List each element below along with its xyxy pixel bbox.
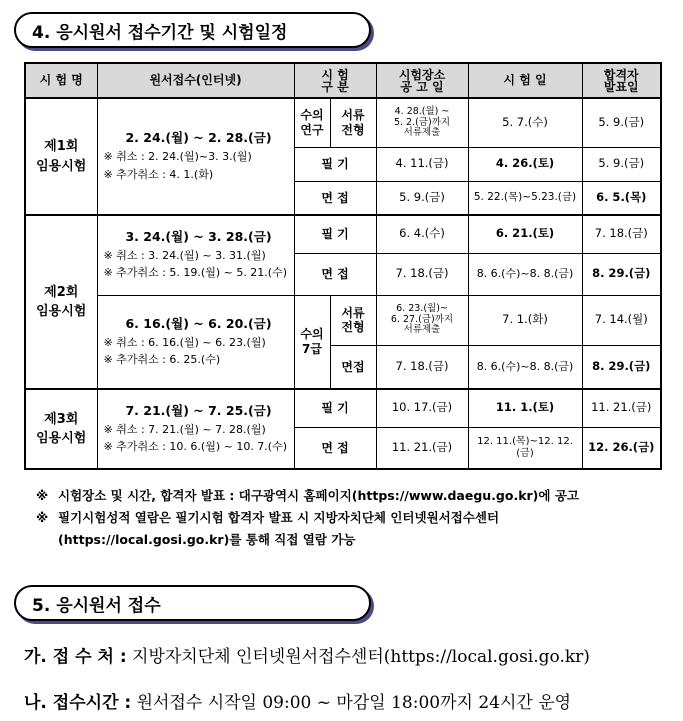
reception-place-key: 가. 접 수 처 : xyxy=(24,647,127,667)
note-1 xyxy=(36,485,666,507)
date-cell: 8. 6.(수)~8. 8.(금) xyxy=(468,253,582,295)
date-cell: 4. 26.(토) xyxy=(468,147,582,181)
apply-period-3: 7. 21.(월) ~ 7. 25.(금) ※ 취소 : 7. 21.(월) ~ 7. 28.(월) ※ 추가취소 : 10. 6.(월) ~ 10. 7.(수) xyxy=(97,389,294,469)
type-label: 면 접 xyxy=(294,427,376,469)
venue-cell: 11. 21.(금) xyxy=(376,427,468,469)
header-result: 합격자 발표일 xyxy=(582,63,661,98)
result-cell: 6. 5.(목) xyxy=(582,181,661,215)
type-label: 서류 전형 xyxy=(330,98,376,147)
date-cell: 8. 6.(수)~8. 8.(금) xyxy=(468,345,582,389)
header-type: 시 험 구 분 xyxy=(294,63,376,98)
venue-cell: 4. 11.(금) xyxy=(376,147,468,181)
result-cell: 5. 9.(금) xyxy=(582,98,661,147)
note-text: 시험장소 및 시간, 합격자 발표 : 대구광역시 홈페이지(https://www.daegu.go.kr)에 공고 xyxy=(58,488,579,503)
result-cell: 8. 29.(금) xyxy=(582,345,661,389)
table-header-row xyxy=(25,63,661,98)
date-cell: 7. 1.(화) xyxy=(468,295,582,345)
exam-name-2: 제2회 임용시험 xyxy=(25,215,97,389)
venue-cell: 5. 9.(금) xyxy=(376,181,468,215)
notes xyxy=(36,485,666,551)
note-mark: ※ xyxy=(36,488,49,503)
venue-cell: 6. 4.(수) xyxy=(376,215,468,253)
apply-period-1: 2. 24.(월) ~ 2. 28.(금) ※ 취소 : 2. 24.(월)~3. 3.(월) ※ 추가취소 : 4. 1.(화) xyxy=(97,98,294,215)
header-date: 시 험 일 xyxy=(468,63,582,98)
date-cell: 6. 21.(토) xyxy=(468,215,582,253)
section-5-heading xyxy=(14,585,371,621)
section-5-title: 5. 응시원서 접수 xyxy=(32,595,161,616)
venue-cell: 6. 23.(월)~ 6. 27.(금)까지 서류제출 xyxy=(376,295,468,345)
date-cell: 5. 7.(수) xyxy=(468,98,582,147)
result-cell: 7. 18.(금) xyxy=(582,215,661,253)
table-row xyxy=(25,295,661,345)
type-label: 면 접 xyxy=(294,253,376,295)
section-4-heading xyxy=(14,12,371,48)
exam-name-3: 제3회 임용시험 xyxy=(25,389,97,469)
group-label: 수의 연구 xyxy=(294,98,330,147)
table-row xyxy=(25,98,661,147)
apply-period-2: 3. 24.(월) ~ 3. 28.(금) ※ 취소 : 3. 24.(월) ~ 3. 31.(월) ※ 추가취소 : 5. 19.(월) ~ 5. 21.(수) xyxy=(97,215,294,295)
type-label: 면 접 xyxy=(294,181,376,215)
result-cell: 11. 21.(금) xyxy=(582,389,661,427)
reception-time-value: 원서접수 시작일 09:00 ~ 마감일 18:00까지 24시간 운영 xyxy=(131,693,572,713)
result-cell: 8. 29.(금) xyxy=(582,253,661,295)
note-2 xyxy=(36,507,666,551)
table-row xyxy=(25,215,661,253)
result-cell: 5. 9.(금) xyxy=(582,147,661,181)
reception-place-line xyxy=(24,642,590,667)
group-label: 수의 7급 xyxy=(294,295,330,389)
apply-period-2b: 6. 16.(월) ~ 6. 20.(금) ※ 취소 : 6. 16.(월) ~ 6. 23.(월) ※ 추가취소 : 6. 25.(수) xyxy=(97,295,294,389)
date-cell: 12. 11.(목)~12. 12.(금) xyxy=(468,427,582,469)
header-apply: 원서접수(인터넷) xyxy=(97,63,294,98)
type-label: 필 기 xyxy=(294,389,376,427)
exam-name-1: 제1회 임용시험 xyxy=(25,98,97,215)
venue-cell: 7. 18.(금) xyxy=(376,253,468,295)
header-exam: 시 험 명 xyxy=(25,63,97,98)
note-text: 필기시험성적 열람은 필기시험 합격자 발표 시 지방자치단체 인터넷원서접수센터 (https://local.gosi.go.kr)를 통해 직접 열람 가능 xyxy=(58,509,500,547)
result-cell: 12. 26.(금) xyxy=(582,427,661,469)
venue-cell: 7. 18.(금) xyxy=(376,345,468,389)
type-label: 필 기 xyxy=(294,215,376,253)
reception-place-value: 지방자치단체 인터넷원서접수센터(https://local.gosi.go.kr) xyxy=(126,647,590,667)
table-row xyxy=(25,389,661,427)
venue-cell: 4. 28.(월) ~ 5. 2.(금)까지 서류제출 xyxy=(376,98,468,147)
type-label: 서류 전형 xyxy=(330,295,376,345)
schedule-table xyxy=(24,62,662,470)
section-4-title: 4. 응시원서 접수기간 및 시험일정 xyxy=(32,22,288,43)
venue-cell: 10. 17.(금) xyxy=(376,389,468,427)
reception-time-line xyxy=(24,688,571,713)
result-cell: 7. 14.(월) xyxy=(582,295,661,345)
date-cell: 11. 1.(토) xyxy=(468,389,582,427)
header-venue: 시험장소 공 고 일 xyxy=(376,63,468,98)
date-cell: 5. 22.(목)~5.23.(금) xyxy=(468,181,582,215)
reception-time-key: 나. 접수시간 : xyxy=(24,693,132,713)
type-label: 필 기 xyxy=(294,147,376,181)
type-label: 면접 xyxy=(330,345,376,389)
note-mark: ※ xyxy=(36,509,49,525)
